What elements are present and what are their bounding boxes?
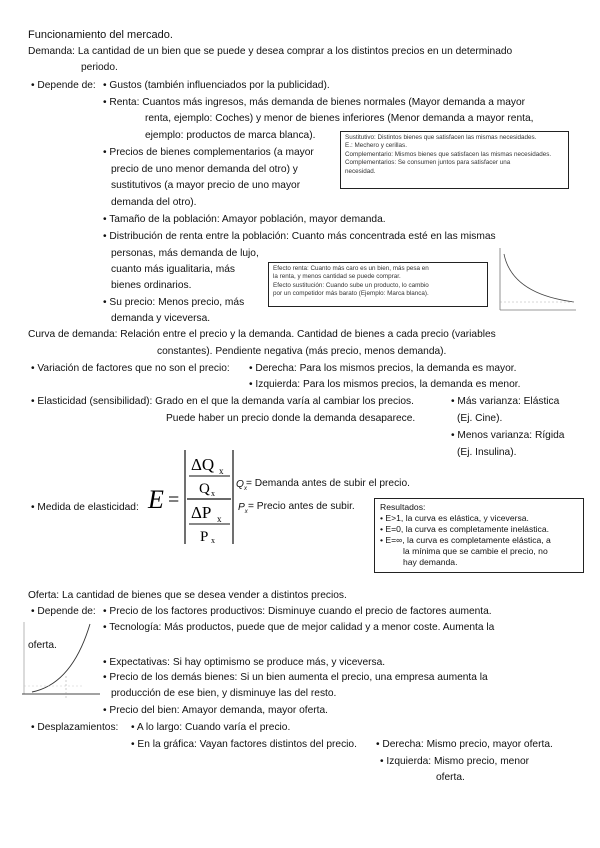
su-precio-line1: • Su precio: Menos precio, más — [103, 297, 245, 308]
bienes-note-box — [340, 131, 569, 189]
resultados-box — [374, 498, 584, 573]
variacion-label: • Variación de factores que no son el precio: — [31, 363, 230, 374]
desplazamientos-label: • Desplazamientos: — [31, 722, 119, 733]
precios-line2: precio de uno menor demanda del otro) y — [111, 164, 298, 175]
elasticidad-line1: • Elasticidad (sensibilidad): Grado en el que la demanda varía al cambiar los precios. — [31, 396, 414, 407]
factores-item: • Precio de los factores productivos: Disminuye cuando el precio de factores aumenta. — [103, 606, 492, 617]
tamano-item: • Tamaño de la población: Amayor población, mayor demanda. — [103, 214, 386, 225]
resultados-line: • E>1, la curva es elástica, y viceversa. — [380, 513, 529, 523]
formula-sub: x — [211, 536, 215, 545]
distribucion-line2: personas, más demanda de lujo, — [111, 248, 259, 259]
a-lo-largo-item: • A lo largo: Cuando varía el precio. — [131, 722, 291, 733]
supply-curve-sketch — [22, 616, 104, 704]
formula-q: Q — [199, 481, 210, 497]
renta-line2: renta, ejemplo: Coches) y menor de bienes inferiores (Menor demanda a mayor renta, — [145, 113, 534, 124]
qx-definition: = Demanda antes de subir el precio. — [246, 478, 410, 489]
demanda-def-line2: periodo. — [81, 62, 118, 73]
resultados-line: • E=0, la curva es completamente inelástica. — [380, 524, 550, 534]
demas-bienes-line2: producción de ese bien, y disminuye las del resto. — [111, 688, 337, 699]
expectativas-item: • Expectativas: Si hay optimismo se produce más, y viceversa. — [103, 657, 386, 668]
renta-line1: • Renta: Cuantos más ingresos, más demanda de bienes normales (Mayor demanda a mayor — [103, 97, 526, 108]
menos-varianza-line2: (Ej. Insulina). — [457, 447, 517, 458]
px-definition: = Precio antes de subir. — [248, 501, 355, 512]
formula-e: E — [148, 485, 164, 514]
efecto-note-box — [268, 262, 488, 307]
curva-line2: constantes). Pendiente negativa (más precio, menos demanda). — [157, 346, 447, 357]
menos-varianza-line1: • Menos varianza: Rígida — [451, 430, 565, 441]
variacion-derecha: • Derecha: Para los mismos precios, la demanda es mayor. — [249, 363, 517, 374]
oferta-depende-label: • Depende de: — [31, 606, 96, 617]
formula-delta-q: ΔQ — [191, 455, 215, 474]
precios-line1: • Precios de bienes complementarios (a mayor — [103, 147, 314, 158]
distribucion-line4: bienes ordinarios. — [111, 280, 192, 291]
en-la-grafica-item: • En la gráfica: Vayan factores distintos del precio. — [131, 739, 357, 750]
su-precio-line2: demanda y viceversa. — [111, 313, 211, 324]
bienes-note-line: Complementarios: Se consumen juntos para satisfacer una — [345, 159, 511, 167]
bienes-note-line: necesidad. — [345, 167, 376, 175]
oferta-izquierda-line2: oferta. — [436, 772, 465, 783]
efecto-note-line: por un competidor más barato (Ejemplo: Marca blanca). — [273, 290, 429, 298]
oferta-izquierda-line1: • Izquierda: Mismo precio, menor — [380, 756, 530, 767]
bienes-note-line: Complementario: Mismos bienes que satisfacen las mismas necesidades. — [345, 150, 552, 158]
oferta-def: Oferta: La cantidad de bienes que se desea vender a distintos precios. — [28, 590, 347, 601]
bienes-note-line: Sustitutivo: Distintos bienes que satisfacen las mismas necesidades. — [345, 134, 537, 141]
renta-line3: ejemplo: productos de marca blanca). — [145, 130, 316, 141]
demanda-def-line1: Demanda: La cantidad de un bien que se puede y desea comprar a los distintos precios en un determinado — [28, 46, 513, 57]
resultados-line: la mínima que se cambie el precio, no — [403, 546, 548, 556]
distribucion-line3: cuanto más igualitaria, más — [111, 264, 236, 275]
distribucion-line1: • Distribución de renta entre la población: Cuanto más concentrada esté en las mismas — [103, 231, 496, 242]
elasticity-formula — [146, 448, 242, 546]
tecnologia-line1: • Tecnología: Más productos, puede que de mejor calidad y a menor coste. Aumenta la — [103, 622, 495, 633]
precio-bien-item: • Precio del bien: Amayor demanda, mayor oferta. — [103, 705, 328, 716]
efecto-note-line: Efecto sustitución: Cuando sube un producto, lo cambio — [273, 281, 429, 289]
mas-varianza-line1: • Más varianza: Elástica — [451, 396, 560, 407]
formula-p: P — [200, 529, 209, 545]
precios-line3: sustitutivos (a mayor precio de uno mayor — [111, 180, 301, 191]
efecto-note-line: Efecto renta: Cuanto más caro es un bien, más pesa en — [273, 265, 429, 272]
resultados-title: Resultados: — [380, 502, 426, 512]
bienes-note-line: E.: Mechero y cerillas. — [345, 142, 407, 150]
tecnologia-line2: oferta. — [28, 640, 57, 651]
resultados-line: • E=∞, la curva es completamente elástica, a — [380, 535, 551, 545]
formula-delta-p: ΔP — [191, 503, 212, 522]
formula-equals: = — [168, 489, 180, 511]
resultados-line: hay demanda. — [403, 557, 458, 567]
precios-line4: demanda del otro). — [111, 197, 197, 208]
variacion-izquierda: • Izquierda: Para los mismos precios, la demanda es menor. — [249, 379, 521, 390]
efecto-note-line: la renta, y menos cantidad se puede comprar. — [273, 273, 401, 281]
depende-label: • Depende de: — [31, 80, 96, 91]
elasticidad-line2: Puede haber un precio donde la demanda desaparece. — [166, 413, 416, 424]
medida-label: • Medida de elasticidad: — [31, 502, 139, 513]
curva-line1: Curva de demanda: Relación entre el precio y la demanda. Cantidad de bienes a cada precio (variables — [28, 329, 496, 340]
px-symbol: $P_x$ — [238, 502, 248, 516]
formula-sub: x — [211, 489, 215, 498]
oferta-derecha: • Derecha: Mismo precio, mayor oferta. — [376, 739, 553, 750]
formula-sub: x — [219, 466, 224, 476]
page-title: Funcionamiento del mercado. — [28, 29, 173, 41]
demand-curve-sketch — [490, 244, 580, 320]
qx-symbol: $Q_x$ — [236, 479, 247, 493]
demas-bienes-line1: • Precio de los demás bienes: Si un bien aumenta el precio, una empresa aumenta la — [103, 672, 488, 683]
formula-sub: x — [217, 514, 222, 524]
mas-varianza-line2: (Ej. Cine). — [457, 413, 503, 424]
gustos-item: • Gustos (también influenciados por la publicidad). — [103, 80, 330, 91]
